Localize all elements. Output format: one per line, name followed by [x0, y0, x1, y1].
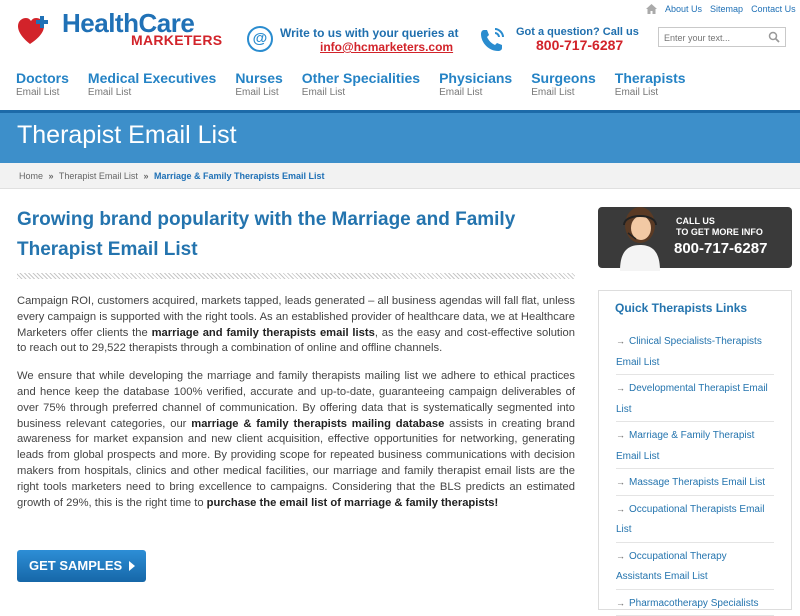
arrow-right-icon [129, 561, 135, 571]
bold-phrase: marriage and family therapists email lists [152, 327, 375, 339]
breadcrumb-separator: » [49, 171, 54, 181]
quick-link-item[interactable] [616, 422, 774, 469]
quick-link-item[interactable] [616, 375, 774, 422]
quick-link-label: Clinical Specialists-Therapists Email List [616, 336, 762, 368]
nav-item-label: Doctors [16, 70, 69, 86]
content-heading: Growing brand popularity with the Marriage and Family Therapist Email List [17, 205, 575, 265]
quick-links-panel [598, 290, 792, 610]
quick-link-item[interactable] [616, 543, 774, 590]
call-banner-heading [676, 216, 763, 238]
nav-item-surgeons[interactable] [531, 70, 596, 98]
quick-link-item[interactable] [616, 496, 774, 543]
intro-paragraph [17, 294, 575, 357]
text-span: , as the easy and cost-effective solution to reach out to 29,522 therapists through a combination of online and offline channels. [17, 327, 575, 355]
text-span: assists in creating brand awareness for market expansion and new client acquisition, effective opportunities for networking, generating leads from global prospects and more. By providing scope for repeated business communications with decision makers from hospitals, clinics and other medical facilities, our marriage and family therapist email lists are the right tools marketers need to bring excellence to campaigns. Considering that the BLS predicts an estimated growth of 29%, this is the right time to [17, 418, 575, 509]
logo-text-primary: HealthCare [62, 8, 194, 39]
arrow-right-icon: → [616, 336, 625, 346]
email-prompt: Write to us with your queries at [280, 26, 480, 40]
breadcrumb-parent[interactable]: Therapist Email List [59, 171, 138, 181]
home-icon[interactable] [646, 4, 657, 14]
arrow-right-icon: → [616, 430, 625, 440]
nav-item-label: Nurses [235, 70, 282, 86]
logo-heart-icon [16, 14, 56, 48]
nav-item-sublabel: Email List [439, 87, 512, 98]
top-links [646, 4, 796, 14]
breadcrumb-current: Marriage & Family Therapists Email List [154, 171, 325, 181]
search-input[interactable] [659, 29, 763, 47]
arrow-right-icon: → [616, 551, 625, 561]
nav-item-sublabel: Email List [235, 87, 282, 98]
nav-item-nurses[interactable] [235, 70, 282, 98]
quick-link-label: Marriage & Family Therapist Email List [616, 430, 754, 462]
arrow-right-icon: → [616, 504, 625, 514]
nav-item-label: Therapists [615, 70, 686, 86]
main-content [17, 205, 575, 511]
sitemap-link[interactable]: Sitemap [710, 4, 743, 14]
body-paragraph [17, 369, 575, 511]
about-us-link[interactable]: About Us [665, 4, 702, 14]
nav-item-other-specialities[interactable] [302, 70, 420, 98]
nav-item-label: Physicians [439, 70, 512, 86]
page-title-bar [0, 110, 800, 163]
text-span: Campaign ROI, customers acquired, markets tapped, leads generated – all business agendas will fall flat, unless every campaign is supported with the right tools. As an established provider of healthcare data, we at Healthcare Marketers offer clients the [17, 295, 575, 339]
nav-item-sublabel: Email List [88, 87, 216, 98]
quick-link-label: Occupational Therapy Assistants Email List [616, 551, 727, 583]
call-us-banner[interactable] [598, 207, 792, 268]
quick-link-item[interactable] [616, 328, 774, 375]
nav-item-sublabel: Email List [302, 87, 420, 98]
quick-link-label: Occupational Therapists Email List [616, 504, 764, 536]
phone-icon [478, 26, 506, 54]
arrow-right-icon: → [616, 383, 625, 393]
nav-item-medical-executives[interactable] [88, 70, 216, 98]
nav-item-sublabel: Email List [531, 87, 596, 98]
nav-item-sublabel: Email List [16, 87, 69, 98]
nav-item-label: Surgeons [531, 70, 596, 86]
bold-phrase: purchase the email list of marriage & family therapists! [207, 497, 499, 509]
quick-links-list [599, 328, 791, 616]
call-banner-phone: 800-717-6287 [674, 240, 767, 257]
quick-links-title: Quick Therapists Links [599, 291, 791, 315]
nav-item-label: Other Specialities [302, 70, 420, 86]
site-header [0, 0, 800, 62]
search-box [658, 27, 786, 47]
button-label: GET SAMPLES [29, 558, 122, 573]
nav-item-doctors[interactable] [16, 70, 69, 98]
logo-text-secondary: MARKETERS [131, 32, 222, 48]
breadcrumb-separator: » [143, 171, 148, 181]
quick-link-item[interactable] [616, 590, 774, 616]
nav-item-sublabel: Email List [615, 87, 686, 98]
page-title: Therapist Email List [17, 121, 237, 150]
call-banner-line: CALL US [676, 216, 763, 227]
main-nav [16, 70, 705, 98]
nav-item-therapists[interactable] [615, 70, 686, 98]
arrow-right-icon: → [616, 477, 625, 487]
at-sign-icon: @ [247, 26, 273, 52]
site-logo[interactable] [16, 8, 211, 50]
search-icon[interactable] [768, 31, 780, 43]
text-span: We ensure that while developing the marriage and family therapists mailing list we adhere to ethical practices and hence keep the database 100% verified, accurate and up-to-date, guaranteeing campaign deliverables of over 75% through preferred channel of communication. By offering data that is systematically segmented into business relevant categories, our [17, 370, 575, 429]
support-agent-icon [614, 203, 666, 271]
breadcrumb [0, 163, 800, 189]
arrow-right-icon: → [616, 598, 625, 608]
contact-us-link[interactable]: Contact Us [751, 4, 796, 14]
email-link[interactable]: info@hcmarketers.com [320, 40, 480, 54]
quick-link-label: Pharmacotherapy Specialists [629, 598, 759, 609]
nav-item-label: Medical Executives [88, 70, 216, 86]
get-samples-button[interactable] [17, 550, 146, 582]
heading-divider [17, 273, 575, 279]
bold-phrase: marriage & family therapists mailing database [191, 418, 444, 430]
phone-number[interactable]: 800-717-6287 [536, 37, 676, 53]
breadcrumb-home[interactable]: Home [19, 171, 43, 181]
phone-prompt: Got a question? Call us [516, 26, 656, 38]
quick-link-label: Developmental Therapist Email List [616, 383, 768, 415]
nav-item-physicians[interactable] [439, 70, 512, 98]
quick-link-item[interactable] [616, 469, 774, 496]
call-banner-line: TO GET MORE INFO [676, 227, 763, 238]
quick-link-label: Massage Therapists Email List [629, 477, 765, 488]
